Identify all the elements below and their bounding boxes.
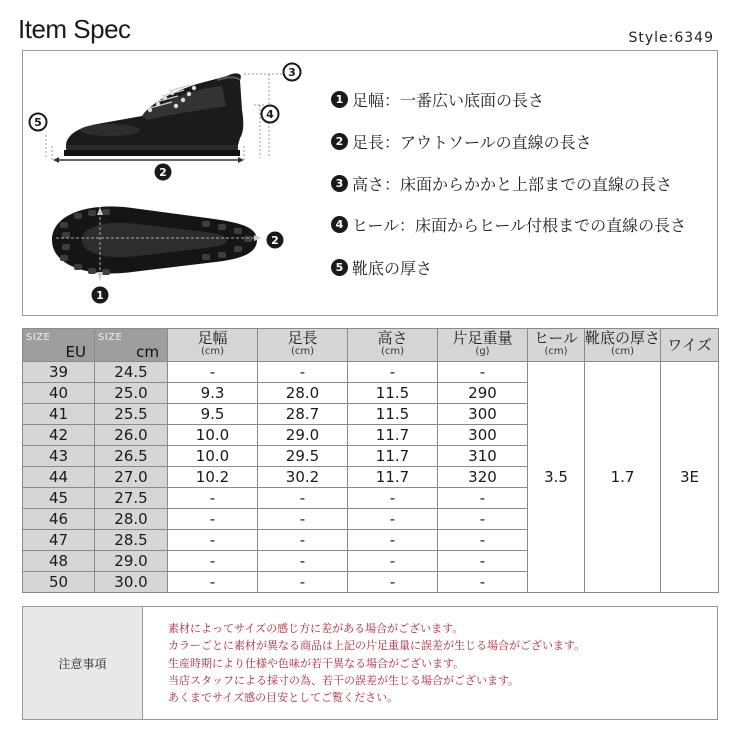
- header-size-cm: [95, 329, 168, 362]
- cell-weight: 320: [438, 467, 528, 488]
- cell-length: -: [258, 551, 348, 572]
- svg-text:2: 2: [271, 234, 279, 247]
- svg-text:3: 3: [288, 66, 296, 79]
- legend-text-1: 足幅：一番広い底面の長さ: [352, 91, 545, 110]
- cell-cm: 29.0: [95, 551, 168, 572]
- header-length: 足長 (cm): [258, 329, 348, 362]
- marker-1: [92, 287, 109, 304]
- cell-wise: 3E: [661, 362, 719, 593]
- cell-width: -: [168, 509, 258, 530]
- header-eu-label: EU: [65, 343, 86, 361]
- cell-width: 10.0: [168, 446, 258, 467]
- cell-length: 28.0: [258, 383, 348, 404]
- legend-text-4: ヒール：床面からヒール付根までの直線の長さ: [352, 216, 687, 235]
- page-title: Item Spec: [18, 14, 131, 44]
- cell-length: -: [258, 488, 348, 509]
- header-wise: ワイズ: [661, 329, 719, 362]
- cell-height: -: [348, 509, 438, 530]
- cell-width: -: [168, 362, 258, 383]
- cell-eu: 41: [23, 404, 95, 425]
- cell-cm: 30.0: [95, 572, 168, 593]
- shoe-sole-view: [52, 207, 257, 275]
- cell-width: 9.3: [168, 383, 258, 404]
- legend-item-1: [331, 88, 544, 111]
- svg-text:4: 4: [266, 108, 274, 121]
- cell-eu: 50: [23, 572, 95, 593]
- marker-3: [284, 64, 301, 81]
- cell-length: -: [258, 572, 348, 593]
- legend-item-2: [331, 130, 592, 153]
- header-width: 足幅 (cm): [168, 329, 258, 362]
- cell-weight: 310: [438, 446, 528, 467]
- header-heel: ヒール (cm): [528, 329, 585, 362]
- style-number: Style:6349: [628, 30, 714, 46]
- cell-weight: 290: [438, 383, 528, 404]
- cell-width: 9.5: [168, 404, 258, 425]
- legend-item-5: [331, 256, 432, 279]
- cell-weight: 300: [438, 404, 528, 425]
- svg-text:2: 2: [159, 166, 167, 179]
- cell-width: -: [168, 530, 258, 551]
- header-size-tag: SIZE: [26, 332, 51, 343]
- svg-text:5: 5: [34, 116, 42, 129]
- cell-width: -: [168, 488, 258, 509]
- header-cm-label: cm: [136, 343, 159, 361]
- note-item: 当店スタッフによる採寸の為、若干の誤差が生じる場合がございます。: [168, 673, 520, 687]
- notes-label: 注意事項: [22, 606, 143, 720]
- legend-number-3: 3: [331, 175, 348, 192]
- cell-heel: 3.5: [528, 362, 585, 593]
- cell-sole: 1.7: [585, 362, 661, 593]
- table-row: [23, 362, 719, 383]
- header-size-eu: [23, 329, 95, 362]
- legend-text-3: 高さ：床面からかかと上部までの直線の長さ: [352, 175, 673, 194]
- cell-eu: 48: [23, 551, 95, 572]
- cell-weight: -: [438, 551, 528, 572]
- cell-width: -: [168, 572, 258, 593]
- cell-length: -: [258, 509, 348, 530]
- legend-number-4: 4: [331, 216, 348, 233]
- marker-2-side: [155, 164, 172, 181]
- cell-cm: 24.5: [95, 362, 168, 383]
- cell-height: 11.5: [348, 383, 438, 404]
- cell-height: 11.7: [348, 467, 438, 488]
- note-item: 生産時期により仕様や色味が若干異なる場合がございます。: [168, 656, 465, 670]
- shoe-side-view: [64, 73, 243, 156]
- cell-height: 11.7: [348, 425, 438, 446]
- cell-height: 11.7: [348, 446, 438, 467]
- legend-text-5: 靴底の厚さ: [352, 259, 433, 278]
- cell-cm: 25.0: [95, 383, 168, 404]
- legend-text-2: 足長：アウトソールの直線の長さ: [352, 133, 592, 152]
- cell-cm: 27.5: [95, 488, 168, 509]
- note-item: 素材によってサイズの感じ方に差がある場合がございます。: [168, 622, 464, 635]
- cell-width: -: [168, 551, 258, 572]
- cell-cm: 28.5: [95, 530, 168, 551]
- cell-eu: 44: [23, 467, 95, 488]
- note-item: あくまでサイズ感の目安としてご覧ください。: [168, 691, 399, 705]
- cell-length: 30.2: [258, 467, 348, 488]
- cell-length: -: [258, 530, 348, 551]
- cell-height: -: [348, 572, 438, 593]
- table-header-row: [23, 329, 719, 362]
- marker-5: [30, 114, 47, 131]
- cell-width: 10.2: [168, 467, 258, 488]
- legend-number-2: 2: [331, 133, 348, 150]
- cell-height: -: [348, 551, 438, 572]
- cell-cm: 26.5: [95, 446, 168, 467]
- cell-length: -: [258, 362, 348, 383]
- cell-eu: 42: [23, 425, 95, 446]
- marker-4: [262, 106, 279, 123]
- cell-weight: -: [438, 530, 528, 551]
- cell-eu: 39: [23, 362, 95, 383]
- cell-height: 11.5: [348, 404, 438, 425]
- cell-eu: 40: [23, 383, 95, 404]
- cell-weight: -: [438, 488, 528, 509]
- cell-eu: 46: [23, 509, 95, 530]
- legend-number-5: 5: [331, 259, 348, 276]
- shoe-diagram: [22, 50, 332, 316]
- cell-cm: 25.5: [95, 404, 168, 425]
- cell-cm: 27.0: [95, 467, 168, 488]
- cell-width: 10.0: [168, 425, 258, 446]
- cell-eu: 47: [23, 530, 95, 551]
- cell-height: -: [348, 488, 438, 509]
- cell-weight: -: [438, 572, 528, 593]
- cell-length: 29.5: [258, 446, 348, 467]
- cell-height: -: [348, 362, 438, 383]
- cell-eu: 45: [23, 488, 95, 509]
- notes-list: [168, 620, 585, 706]
- cell-weight: 300: [438, 425, 528, 446]
- header-size-tag: SIZE: [98, 332, 123, 343]
- marker-2-sole: [267, 232, 284, 249]
- header-height: 高さ (cm): [348, 329, 438, 362]
- cell-height: -: [348, 530, 438, 551]
- cell-length: 28.7: [258, 404, 348, 425]
- cell-cm: 26.0: [95, 425, 168, 446]
- svg-text:1: 1: [96, 289, 104, 302]
- header-weight: 片足重量 (g): [438, 329, 528, 362]
- cell-weight: -: [438, 509, 528, 530]
- legend-item-4: [331, 213, 686, 236]
- cell-weight: -: [438, 362, 528, 383]
- cell-length: 29.0: [258, 425, 348, 446]
- cell-cm: 28.0: [95, 509, 168, 530]
- note-item: カラーごとに素材が異なる商品は上記の片足重量に誤差が生じる場合がございます。: [168, 639, 586, 653]
- cell-eu: 43: [23, 446, 95, 467]
- header-sole: 靴底の厚さ (cm): [585, 329, 661, 362]
- legend-number-1: 1: [331, 91, 348, 108]
- size-spec-table: [22, 328, 719, 593]
- legend-item-3: [331, 172, 672, 195]
